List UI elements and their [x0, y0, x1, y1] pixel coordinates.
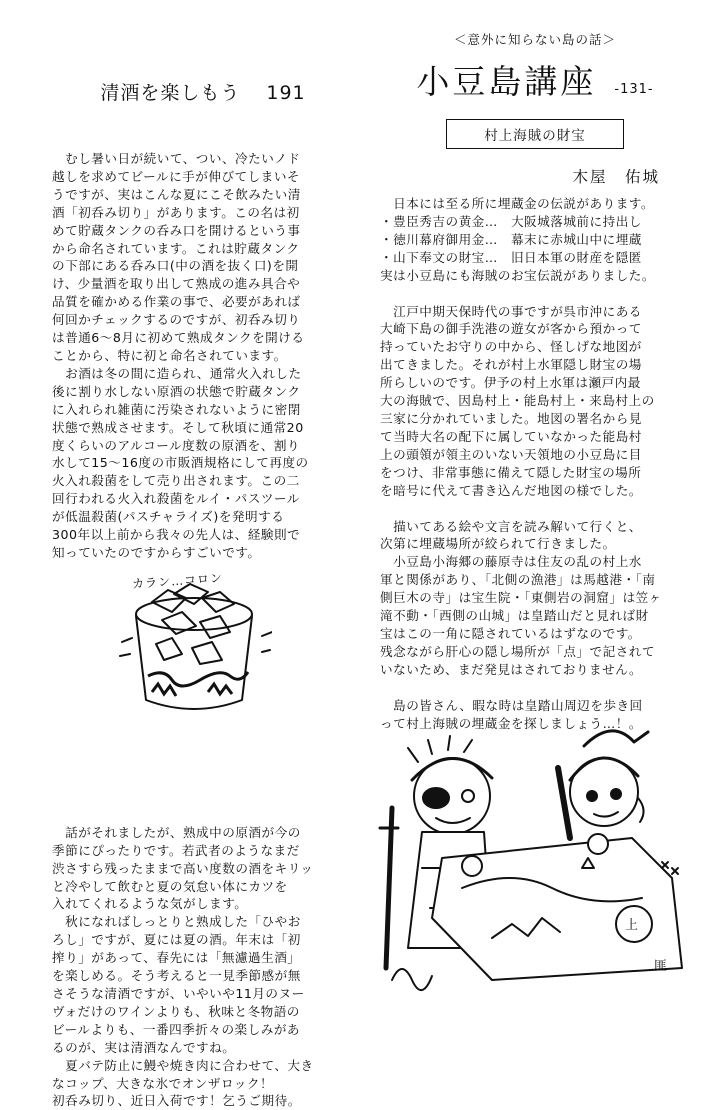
right-title-row	[380, 56, 690, 103]
pirates-with-map-icon	[372, 718, 702, 993]
ice-glass-illustration	[112, 572, 272, 722]
left-article-title	[62, 78, 344, 105]
right-paragraph-4: 島の皆さん、暇な時は皇踏山周辺を歩き回 って村上海賊の埋蔵金を探しましょう…！。	[380, 697, 643, 731]
left-paragraph-3: 話がそれましたが、熟成中の原酒が今の 季節にぴったりです。若武者のようなまだ 渋さすら残ったままで高い度数の酒をキリッ と冷やして飲むと夏の気怠い体にカツを 入れてくれるような気がします。	[52, 824, 314, 912]
left-paragraph-2: お酒は冬の間に造られ、通常火入れした 後に割り水しない原酒の状態で貯蔵タンク に入れられ雑菌に汚染されないように密閉 状態で熟成させます。そして秋頃に通常20 度くらいのアルコール度数の原酒を、割り 水して15～16度の市販酒規格にして再度の 火入れ殺菌をして売り出されます。この二 回行われる火入れ殺菌をルイ・パスツール が低温殺菌(パスチャライズ)を発明する 300年以上前から我々の先人は、経験則で 知っていたのですからすごいです。	[52, 365, 309, 560]
right-issue-number: -131-	[614, 82, 654, 97]
map-glyph-1: 上	[625, 918, 639, 933]
left-paragraph-1: むし暑い日が続いて、つい、冷たいノド 越しを求めてビールに手が伸びてしまいそ うですが、実はこんな夏にこそ飲みたい清 酒「初呑み切り」があります。この名は初 めて貯蔵タンクの呑み口を開けるという事 から命名されています。これは貯蔵タンク の下部にある呑み口(中の酒を抜く口)を開 け、少量酒を取り出して熟成の進み具合や 品質を確かめる作業の事で、必要があれば 何回かチェックするのですが、初呑み切り は普通6～8月に初めて熟成タンクを開ける ことから、特に初と命名されています。	[52, 151, 305, 363]
left-issue-number: 191	[266, 82, 306, 104]
right-article	[380, 30, 690, 732]
right-paragraph-3: 描いてある絵や文言を読み解いて行くと、 次第に埋蔵場所が絞られて行きました。 小豆島小海郷の藤原寺は住友の乱の村上水 軍と関係があり、「北側の漁港」は馬越港・「南 側巨木の寺」は宝生院・「東側岩の洞窟」は笠ヶ 滝不動・「西側の山城」は皇踏山だと見れば財 宝はこの一角に隠されているはずなのです。 残念ながら肝心の隠し場所が「点」で記されて いないため、まだ発見はされておりません。	[380, 518, 662, 677]
pirate-treasure-map-illustration	[372, 718, 702, 993]
left-article	[52, 78, 344, 1110]
ice-caption: カラン…コロン	[131, 570, 224, 591]
map-glyph-2: 匪	[654, 959, 668, 974]
right-article-title: 小豆島講座	[416, 62, 597, 101]
ice-glass-icon	[112, 572, 272, 722]
series-label: ＜意外に知らない島の話＞	[453, 32, 616, 47]
boxed-subtitle: 村上海賊の財宝	[446, 119, 624, 149]
right-paragraph-2: 江戸中期天保時代の事ですが呉市沖にある 大崎下島の御手洗港の遊女が客から預かって 持っていたお守りの中から、怪しげな地図が 出てきました。それが村上水軍隠し財宝の場 所らしいのです。伊予の村上水軍は瀬戸内最 大の海賊で、因島村上・能島村上・来島村上の 三家に分かれていました。地図の署名から見 て当時大名の配下に属していなかった能島村 上の頭領が領主のいない天領地の小豆島に目 をつけ、非常事態に備えて隠した財宝の場所 を暗号に代えて書き込んだ地図の様でした。	[380, 303, 655, 498]
right-paragraph-1: 日本には至る所に埋蔵金の伝説があります。 ・豊臣秀吉の黄金… 大阪城落城前に持出し ・徳川幕府御用金… 幕末に赤城山中に埋蔵 ・山下奉文の財宝… 旧日本軍の財産を隠匿 実は小豆島にも海賊のお宝伝説がありました。	[380, 196, 655, 283]
left-paragraph-4: 秋になればしっとりと熟成した「ひやお ろし」ですが、夏には夏の酒。年末は「初 搾り」があって、春先には「無濾過生酒」 を楽しめる。そう考えると一見季節感が無 さそうな清酒ですが、いやいや11月のヌー ヴォだけのワインよりも、秋味と冬物語の ビールよりも、一番四季折々の楽しみがあ るのが、実は清酒なんですね。 夏バテ防止に鰻や焼き肉に合わせて、大き なコップ、大きな氷でオンザロック！ 初呑み切り、近日入荷です！乞うご期待。	[52, 914, 314, 1109]
author-name: 木屋 佑城	[572, 168, 660, 186]
left-title-text: 清酒を楽しもう	[100, 82, 241, 104]
